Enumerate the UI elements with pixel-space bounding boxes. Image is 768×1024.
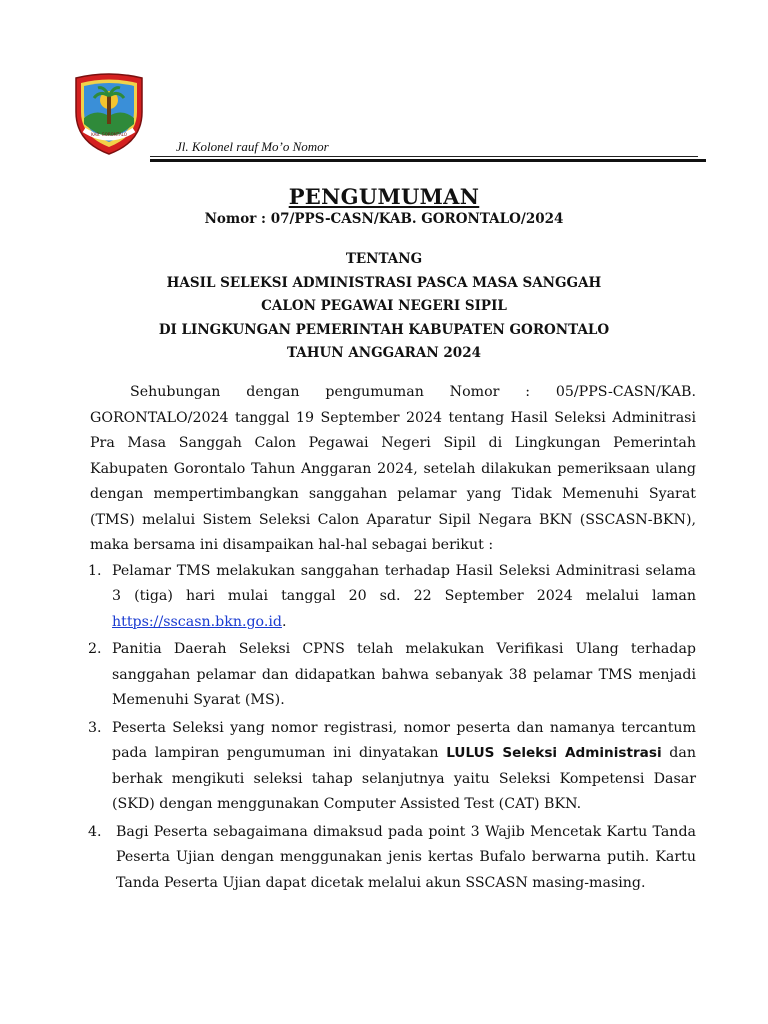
list-item-text-end: . xyxy=(281,613,287,630)
office-address: Jl. Kolonel rauf Mo’o Nomor xyxy=(176,139,329,154)
letterhead-rule-thin xyxy=(150,156,698,157)
list-item xyxy=(90,559,696,636)
subheading-line: TAHUN ANGGARAN 2024 xyxy=(286,345,481,361)
sscasn-link[interactable]: https://sscasn.bkn.go.id xyxy=(112,613,282,630)
intro-paragraph: Sehubungan dengan pengumuman Nomor : 05/PPS-CASN/KAB. GORONTALO/2024 tanggal 19 September 2024 tentang Hasil Seleksi Adminitrasi Pra Masa Sanggah Calon Pegawai Negeri Sipil di Lingkungan Pemerintah Kabupaten Gorontalo Tahun Anggaran 2024, setelah dilakukan pemeriksaan ulang dengan mempertimbangkan sanggahan pelamar yang Tidak Memenuhi Syarat (TMS) melalui Sistem Seleksi Calon Aparatur Sipil Negara BKN (SSCASN-BKN), maka bersama ini disampaikan hal-hal sebagai berikut : xyxy=(90,384,696,553)
lulus-emphasis: LULUS Seleksi Administrasi xyxy=(446,745,662,761)
subheading-line: HASIL SELEKSI ADMINISTRASI PASCA MASA SANGGAH xyxy=(166,274,602,291)
list-item-text: Peserta Seleksi yang nomor registrasi, nomor peserta dan namanya tercantum pada lampiran pengumuman ini dinyatakan xyxy=(112,719,696,761)
list-item xyxy=(90,637,696,714)
list-item xyxy=(90,820,696,897)
subheading-line: DI LINGKUNGAN PEMERINTAH KABUPATEN GORONTALO xyxy=(158,321,610,338)
list-number: 3. xyxy=(88,719,102,736)
letterhead-rule-thick xyxy=(150,159,706,162)
subheading xyxy=(0,248,768,366)
list-number: 4. xyxy=(88,823,102,840)
page-title: PENGUMUMAN xyxy=(288,184,480,209)
list-item-text-end: dan berhak mengikuti seleksi tahap selanjutnya yaitu Seleksi Kompetensi Dasar (SKD) dengan menggunakan Computer Assisted Test (CAT) BKN. xyxy=(112,745,696,812)
list-item xyxy=(90,716,696,818)
list-item-text: Bagi Peserta sebagaimana dimaksud pada point 3 Wajib Mencetak Kartu Tanda Peserta Ujian dengan menggunakan jenis kertas Bufalo berwarna putih. Kartu Tanda Peserta Ujian dapat dicetak melalui akun SSCASN masing-masing. xyxy=(116,823,696,891)
list-number: 1. xyxy=(88,562,102,579)
list-item-text: Panitia Daerah Seleksi CPNS telah melakukan Verifikasi Ulang terhadap sanggahan pelamar dan didapatkan bahwa sebanyak 38 pelamar TMS menjadi Memenuhi Syarat (MS). xyxy=(112,641,696,708)
list-number: 2. xyxy=(88,641,102,657)
document-number: Nomor : 07/PPS-CASN/KAB. GORONTALO/2024 xyxy=(204,211,564,227)
announcement-list xyxy=(90,559,696,897)
announcement-body xyxy=(90,380,696,896)
list-item-text: Pelamar TMS melakukan sanggahan terhadap Hasil Seleksi Adminitrasi selama 3 (tiga) hari mulai tanggal 20 sd. 22 September 2024 melalui laman xyxy=(112,562,696,604)
subheading-line: TENTANG xyxy=(345,251,423,267)
regency-emblem-logo xyxy=(70,72,148,156)
subheading-line: CALON PEGAWAI NEGERI SIPIL xyxy=(261,298,507,314)
logo-caption: KAB. GORONTALO xyxy=(91,132,127,137)
